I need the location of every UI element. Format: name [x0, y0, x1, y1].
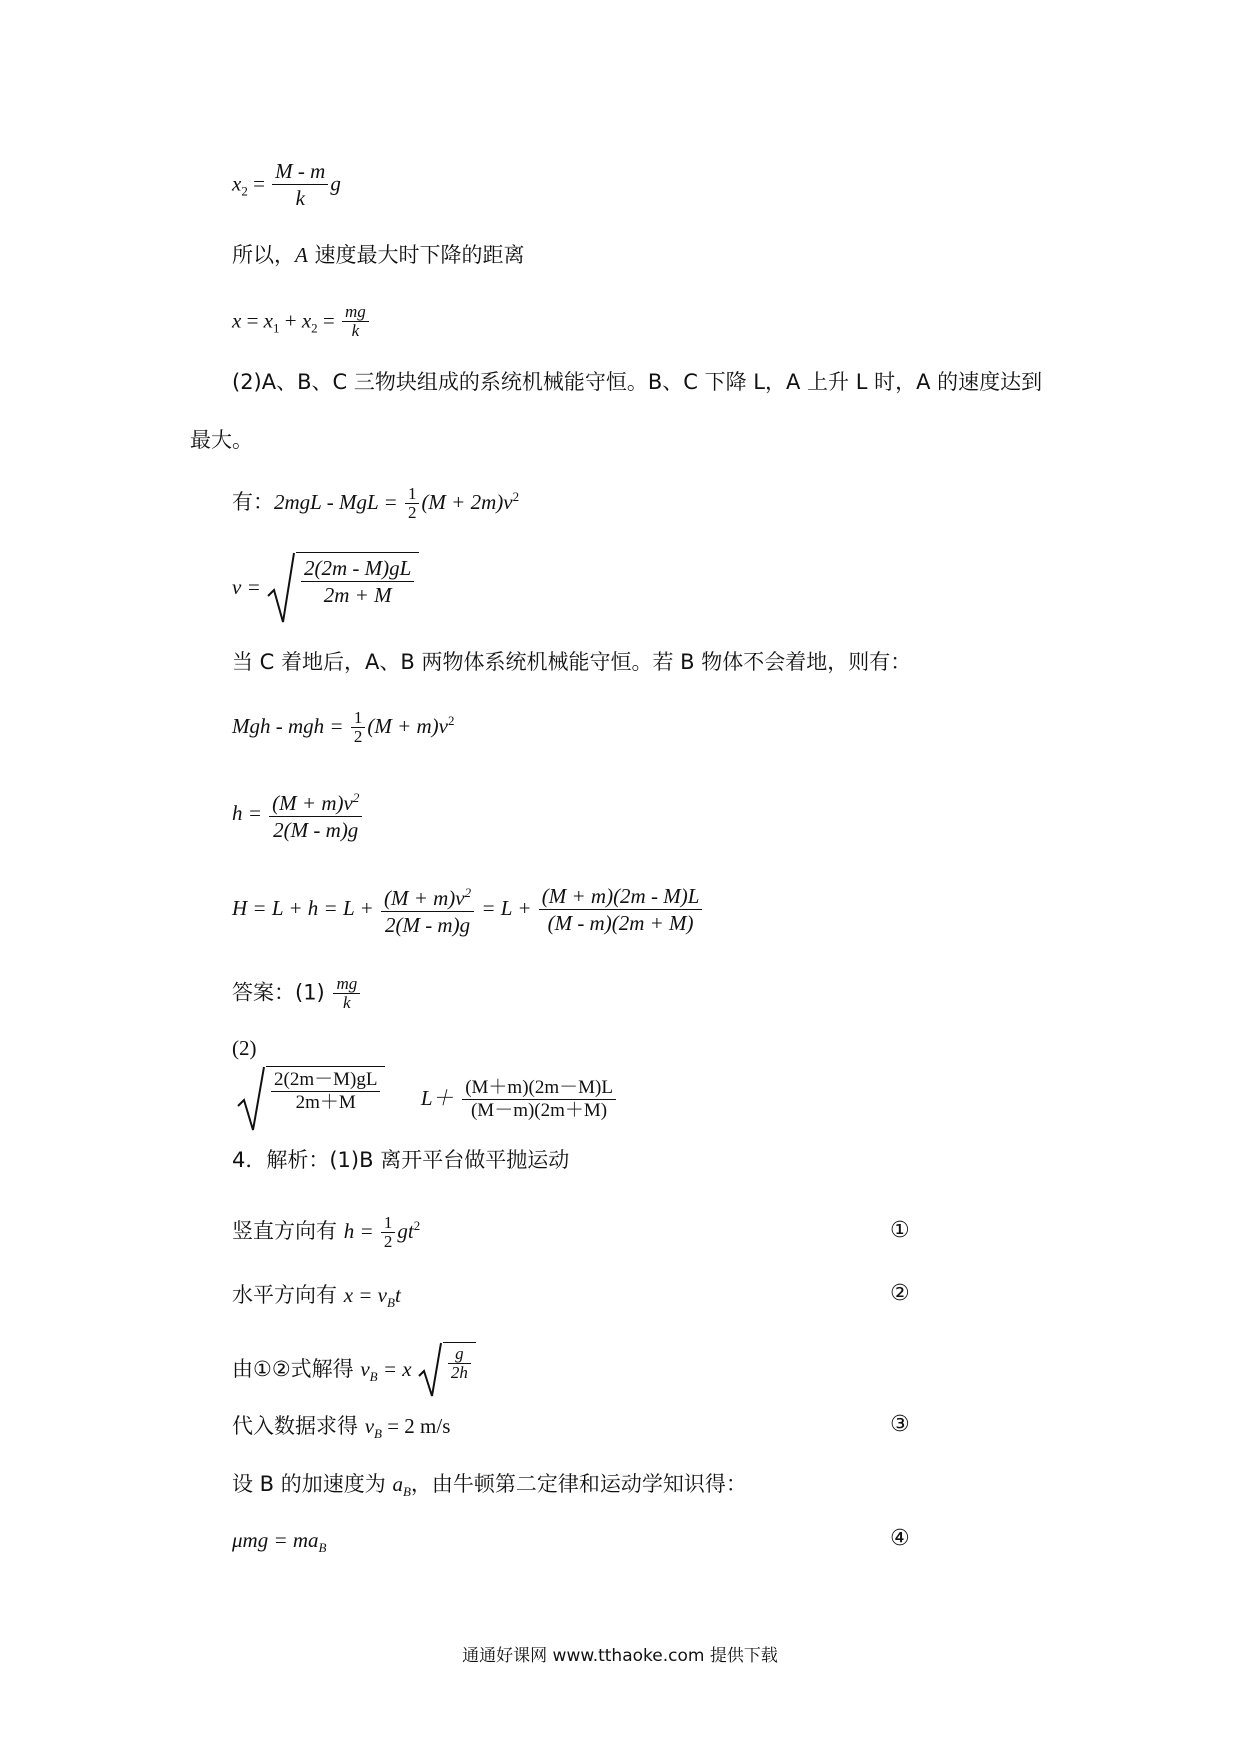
- superscript: 2: [512, 489, 520, 504]
- fraction: [448, 1345, 471, 1382]
- superscript: 2: [413, 1218, 421, 1233]
- subscript: B: [402, 1484, 411, 1500]
- subscript: B: [374, 1426, 382, 1442]
- var-t: t: [394, 1283, 401, 1307]
- answer-part1: [232, 975, 362, 1012]
- expression: h =: [232, 801, 268, 825]
- fraction: [342, 303, 369, 340]
- subscript: B: [387, 1295, 395, 1311]
- sqrt-symbol: [266, 552, 419, 624]
- superscript: 2: [464, 885, 472, 900]
- expression: Mgh - mgh =: [232, 714, 349, 738]
- page-footer: 通通好课网 www.tthaoke.com 提供下载: [462, 1646, 778, 1666]
- sqrt-symbol: [417, 1342, 476, 1398]
- eq-sign: =: [247, 171, 271, 196]
- fraction: [301, 555, 414, 608]
- expression: h =: [343, 1219, 379, 1243]
- denominator: 2: [383, 1231, 393, 1251]
- text-so: [232, 241, 525, 269]
- denominator: 2(M - m)g: [384, 913, 471, 937]
- numerator: g: [448, 1345, 471, 1364]
- answer-part2: [236, 1066, 618, 1132]
- text: 水平方向有: [232, 1283, 344, 1307]
- equation-x2: [232, 158, 341, 211]
- fraction-half: [381, 1214, 396, 1251]
- numerator: (M + m)v: [272, 791, 353, 815]
- equation-friction: [232, 1526, 327, 1562]
- denominator: 2: [353, 726, 363, 746]
- fraction-half: [405, 485, 420, 522]
- equation-h: [232, 785, 364, 843]
- fraction-half: [351, 709, 366, 746]
- equation-vertical: [232, 1212, 420, 1251]
- expression: μmg = ma: [232, 1528, 319, 1552]
- text: 最大。: [190, 428, 253, 452]
- text: 竖直方向有: [232, 1219, 344, 1243]
- superscript: 2: [447, 713, 455, 728]
- text: 速度最大时下降的距离: [307, 243, 525, 267]
- equation-energy: [232, 483, 519, 522]
- equation-v: [232, 552, 419, 624]
- denominator: 2(M - m)g: [273, 818, 359, 842]
- marker-4: ④: [890, 1526, 910, 1551]
- numerator: 2(2m－M)gL: [271, 1069, 380, 1092]
- marker-2: ②: [890, 1281, 910, 1306]
- denominator: 2m＋M: [295, 1092, 356, 1113]
- var-a: a: [392, 1472, 403, 1496]
- eq-sign: =: [317, 308, 341, 333]
- var-x: x: [232, 171, 242, 196]
- expression: gt: [397, 1219, 414, 1243]
- text: 当 C 着地后，A、B 两物体系统机械能守恒。若 B 物体不会着地，则有：: [232, 650, 912, 674]
- expression: (M + 2m)v: [421, 490, 513, 514]
- text: (2): [232, 1036, 257, 1060]
- var-x2: x: [301, 308, 312, 333]
- paragraph-when-c: [232, 648, 911, 676]
- denominator: (M - m)(2m + M): [547, 910, 694, 935]
- numerator: 1: [351, 709, 366, 728]
- equation-mgh: [232, 707, 454, 746]
- numerator: 2(2m - M)gL: [301, 555, 414, 582]
- denominator: k: [343, 993, 351, 1012]
- fraction: [269, 785, 362, 843]
- paragraph-acceleration: [232, 1470, 747, 1506]
- text: 有：: [232, 490, 274, 514]
- equation-horizontal: [232, 1281, 401, 1317]
- var-x1: x: [263, 308, 273, 333]
- var-v: v: [364, 1414, 375, 1438]
- value: = 2 m/s: [381, 1414, 451, 1438]
- numerator: 1: [381, 1214, 396, 1233]
- expression: H = L + h = L +: [232, 896, 379, 920]
- denominator: 2: [407, 502, 417, 522]
- var-x: x: [232, 308, 242, 333]
- text: ，由牛顿第二定律和运动学知识得：: [410, 1472, 747, 1496]
- expression: (M + m)v: [367, 714, 448, 738]
- denominator: k: [295, 186, 305, 210]
- denominator: 2m + M: [323, 583, 392, 607]
- fraction: [381, 880, 474, 938]
- marker-3: ③: [890, 1412, 910, 1437]
- denominator: 2h: [450, 1363, 468, 1382]
- equation-solve: [232, 1342, 476, 1398]
- answer-label: 答案：(1): [232, 980, 325, 1005]
- sub-1: 1: [273, 320, 280, 336]
- numerator: 1: [405, 485, 420, 504]
- equation-x: [232, 303, 371, 343]
- answer-part2-label: [232, 1034, 257, 1062]
- numerator: (M + m)v: [383, 886, 465, 910]
- fraction: [333, 975, 360, 1012]
- marker-1: ①: [890, 1218, 910, 1243]
- expression: = x: [377, 1357, 417, 1381]
- text: 代入数据求得: [232, 1414, 365, 1438]
- expression: = L +: [476, 896, 537, 920]
- var-g: g: [330, 171, 341, 196]
- numerator: M - m: [272, 158, 328, 185]
- paragraph-part2: [232, 368, 1042, 396]
- equation-H: [232, 880, 704, 938]
- subscript: B: [318, 1540, 327, 1556]
- text: 设 B 的加速度为: [232, 1472, 393, 1496]
- sub-2: 2: [241, 183, 248, 199]
- fraction: [462, 1077, 616, 1122]
- numerator: (M + m)(2m - M)L: [539, 883, 703, 910]
- fraction: [272, 158, 328, 211]
- expression: x = v: [343, 1283, 387, 1307]
- text: 所以，: [232, 243, 295, 267]
- expression: L＋: [420, 1086, 454, 1110]
- superscript: 2: [352, 790, 360, 805]
- plus-sign: +: [279, 308, 302, 333]
- numerator: mg: [342, 303, 369, 322]
- sub-2: 2: [311, 320, 318, 336]
- equation-substitute: [232, 1412, 450, 1448]
- var-v: v: [360, 1357, 370, 1381]
- text: (2)A、B、C 三物块组成的系统机械能守恒。B、C 下降 L，A 上升 L 时，A 的速度达到: [232, 370, 1043, 394]
- eq-sign: =: [241, 308, 264, 333]
- denominator: k: [351, 321, 360, 340]
- text: 4．解析：(1)B 离开平台做平抛运动: [232, 1148, 570, 1172]
- var-A: A: [295, 243, 308, 267]
- subscript: B: [369, 1369, 378, 1385]
- question-4-heading: [232, 1146, 569, 1174]
- fraction: [271, 1069, 380, 1114]
- numerator: mg: [333, 975, 360, 994]
- expression: v =: [232, 575, 266, 599]
- text: 由①②式解得: [232, 1357, 361, 1381]
- paragraph-part2-cont: [190, 426, 253, 454]
- expression: 2mgL - MgL =: [274, 490, 403, 514]
- denominator: (M－m)(2m＋M): [470, 1099, 608, 1121]
- fraction: [539, 883, 703, 936]
- sqrt-symbol: [236, 1066, 385, 1132]
- numerator: (M＋m)(2m－M)L: [462, 1077, 616, 1100]
